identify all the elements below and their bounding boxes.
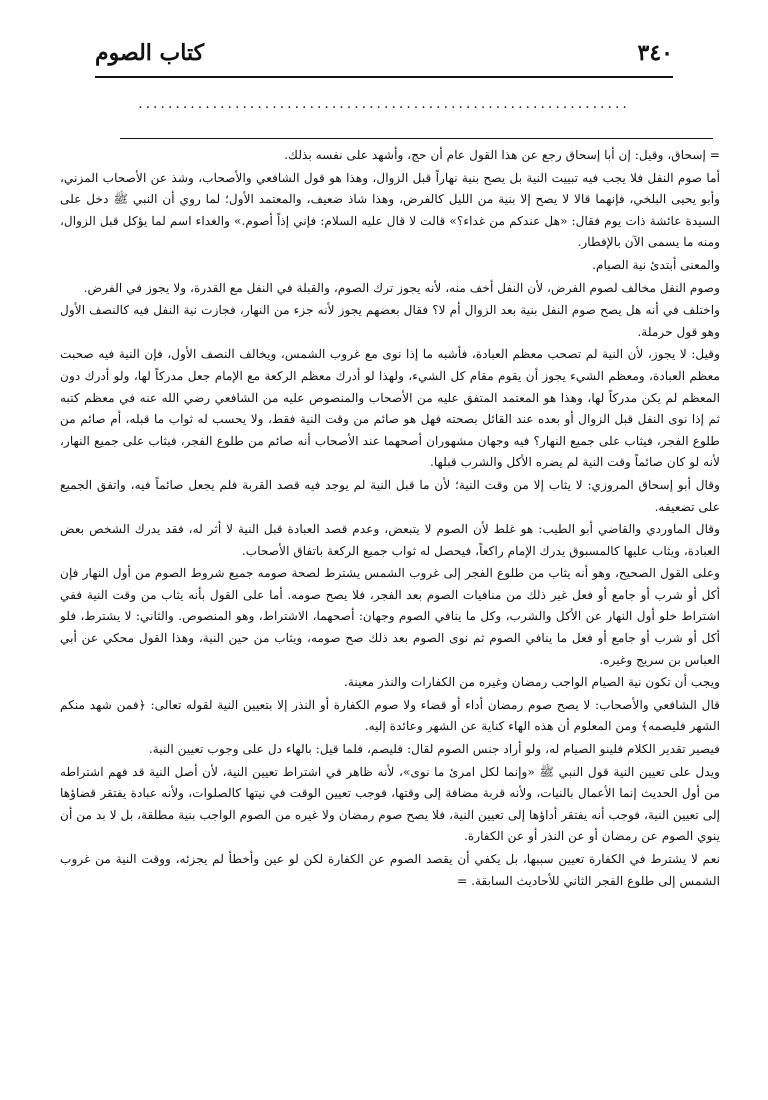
paragraph: وصوم النفل مخالف لصوم الفرض، لأن النفل أخف منه، لأنه يجوز ترك الصوم، والقبلة في النفل مع القدرة، ولا يجوز في الفرض.	[83, 280, 720, 295]
paragraph: واختلف في أنه هل يصح صوم النفل بنية بعد الزوال أم لا؟ فقال بعضهم يجوز لأنه جزء من النهار، فجازت نية النفل فيه كالنصف الأول وهو قول حرملة.	[60, 303, 720, 339]
paragraph: ويدل على تعيين النية قول النبي ﷺ «وإنما لكل امرئ ما نوى»، لأنه ظاهر في اشتراط تعيين النية، لأن أصل النية قد فهم اشتراطه من أول الحديث إنما الأعمال بالنيات، ولأنه قربة مضافة إلى وقتها، فوجب تعيين الوقت في نيتها كالصلوات، ولأنه عبادة يفتقر قضاؤها إلى تعيين النية، فوجب أنه يفتقر أداؤها إلى تعيين النية، فلا يصح صوم رمضان ولا غيره من الصوم الواجب بنية مطلقة، بل لا بد من أن ينوي الصوم عن رمضان أو عن النذر أو عن الكفارة.	[60, 764, 720, 844]
page-body	[60, 145, 720, 1060]
paragraph: أما صوم النفل فلا يجب فيه تبييت النية بل يصح بنية نهاراً قبل الزوال، وهذا هو قول الشافعي والأصحاب، وشذ عن الأصحاب المزني، وأبو يحيى البلخي، فإنهما قالا لا يصح إلا بنية من الليل كالفرض، وهذا شاذ ضعيف، والمعتمد الأول؛ لما روي أن النبي ﷺ دخل على السيدة عائشة ذات يوم فقال: «هل عندكم من غداء؟» قالت لا قال عليه السلام: فإني إذاً أصوم.» والغداء اسم لما يؤكل قبل الزوال، ومنه ما يسمى الآن بالإفطار.	[60, 170, 720, 250]
paragraph: وقيل: لا يجوز، لأن النية لم تصحب معظم العبادة، فأشبه ما إذا نوى مع غروب الشمس، ويخالف النصف الأول، فإن النية فيه صحبت معظم العبادة، ومعظم الشيء يجوز أن يقوم مقام كل الشيء، ولهذا لو أدرك معظم الركعة مع الإمام جعل مدركاً لها، ولو أدرك دون المعظم لم يكن مدركاً لها، وهذا هو المعتمد المتفق عليه من الأصحاب والمنصوص عليه من الشافعي رضي الله عنه في معظم كتبه ثم إذا نوى النفل قبل الزوال أو بعده عند القائل بصحته فهل هو صائم من وقت النية فقط، ولا يحسب له ثواب ما قبله، أم صائم من طلوع الفجر، فيثاب على جميع النهار؟ فيه وجهان مشهوران أصحهما عند الأصحاب أنه صائم من طلوع الفجر، فيثاب على جميع النهار، لأنه لو كان صائماً وقت النية لم يضره الأكل والشرب قبلها.	[60, 347, 720, 470]
page-header	[95, 30, 673, 78]
page-number: ٣٤٠	[637, 40, 673, 66]
separator-dots: ..................................................................	[138, 96, 630, 112]
paragraph: ويجب أن تكون نية الصيام الواجب رمضان وغيره من الكفارات والنذر معينة.	[344, 675, 720, 690]
paragraph: = إسحاق، وقيل: إن أبا إسحاق رجع عن هذا القول عام أن حج، وأشهد على نفسه بذلك.	[284, 148, 720, 162]
paragraph: والمعنى أبتدئ نية الصيام.	[592, 257, 720, 272]
paragraph: وقال أبو إسحاق المروزي: لا يثاب إلا من وقت النية؛ لأن ما قبل النية لم يوجد فيه قصد القربة فلم يجعل صائماً فيه، واتفق الجميع على تضعيفه.	[60, 477, 720, 514]
paragraph: وقال الماوردي والقاضي أبو الطيب: هو غلط لأن الصوم لا يتبعض، وعدم قصد العبادة قبل النية لا أثر له، فقد يدرك الشخص بعض العبادة، ويثاب عليها كالمسبوق يدرك الإمام راكعاً، فيحصل له ثواب جميع الركعة باتفاق الأصحاب.	[60, 522, 720, 558]
footnote-rule	[120, 138, 713, 139]
paragraph: وعلى القول الصحيح، وهو أنه يثاب من طلوع الفجر إلى غروب الشمس يشترط لصحة صومه جميع شروط الصوم من أول النهار فإن أكل أو شرب أو جامع أو فعل غير ذلك من منافيات الصوم بعد الفجر، فلا يصح صومه. أما على القول بأنه يثاب من وقت النية ففي اشتراط خلو أول النهار عن الأكل والشرب، وكل ما ينافي الصوم وجهان: أصحهما، الاشتراط، وهو المنصوص. والثاني: لا يشترط، فلو أكل أو شرب أو جامع أو فعل ما ينافي الصوم ثم نوى الصوم بعد ذلك صح صومه، ويثاب من حين النية، وهذا القول محكي عن أبي العباس بن سريج وغيره.	[60, 566, 720, 667]
running-title: كتاب الصوم	[95, 40, 205, 66]
paragraph: فيصير تقدير الكلام فلينو الصيام له، ولو أراد جنس الصوم لقال: فليصم، فلما قيل: بالهاء دل على وجوب تعيين النية.	[148, 742, 720, 757]
paragraph: قال الشافعي والأصحاب: لا يصح صوم رمضان أداء أو قضاء ولا صوم الكفارة أو النذر إلا بتعيين النية لقوله تعالى: ﴿فمن شهد منكم الشهر فليصمه﴾ ومن المعلوم أن هذه الهاء كناية عن الشهر وعائدة إليه.	[60, 697, 720, 734]
paragraph: نعم لا يشترط في الكفارة تعيين سببها، بل يكفي أن يقصد الصوم عن الكفارة لكن لو عين وأخطأ لم يجزئه، ووقت النية من غروب الشمس إلى طلوع الفجر الثاني للأحاديث السابقة. =	[60, 852, 720, 888]
